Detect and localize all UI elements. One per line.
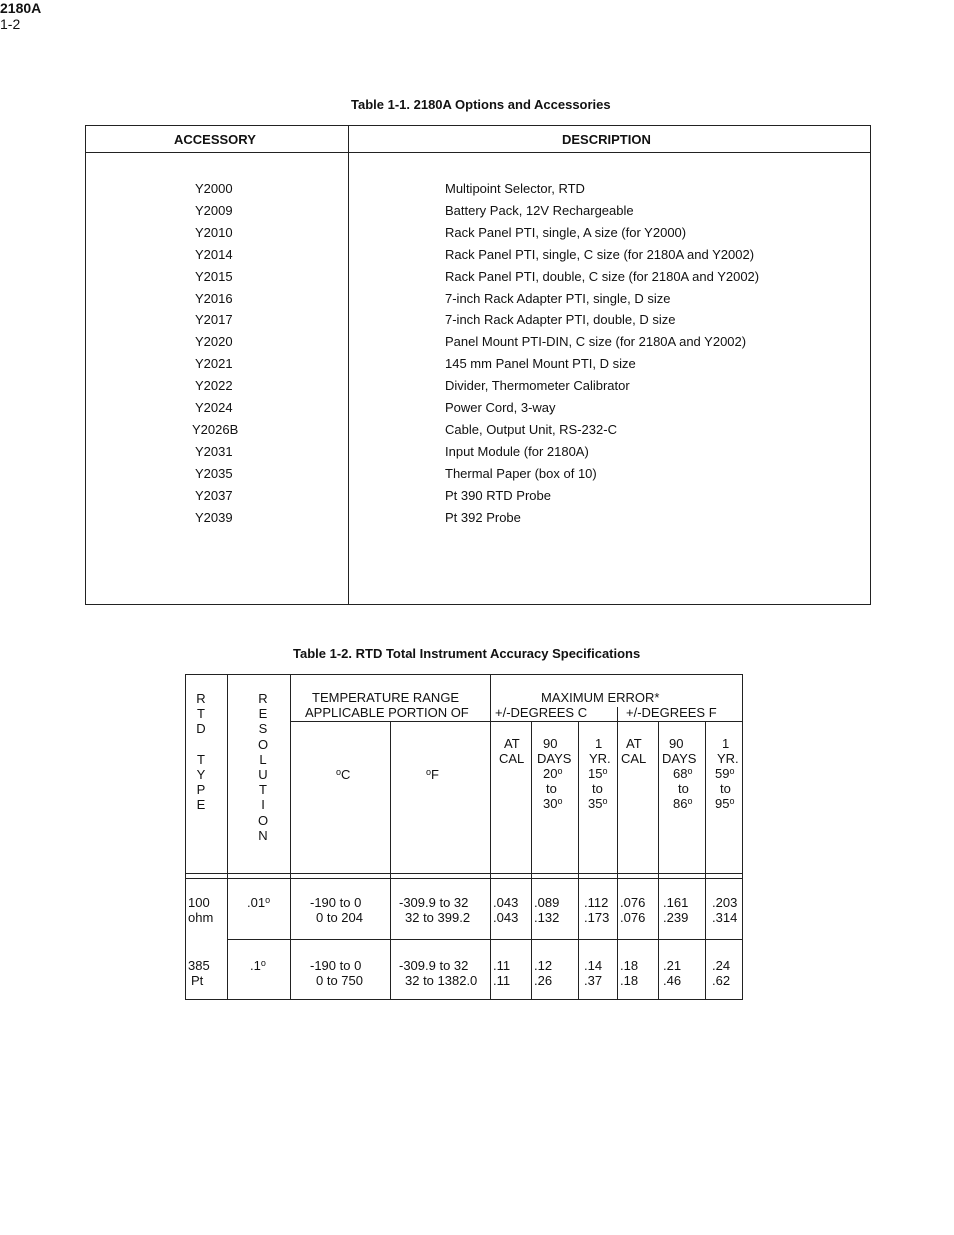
rtd-type-header-letter: Y — [196, 766, 206, 782]
at-cal-c-header-cal: CAL — [499, 751, 525, 766]
accessory-description: Divider, Thermometer Calibrator — [445, 378, 630, 394]
at-cal-c-header-at: AT — [504, 736, 520, 751]
resolution-header-letter: R — [258, 691, 268, 706]
celsius-range-cell: 0 to 750 — [316, 973, 363, 988]
rtd-type-header-letter: P — [196, 782, 206, 798]
table2-caption: Table 1-2. RTD Total Instrument Accuracy Specifications — [293, 646, 641, 661]
error-cell: .314 — [712, 910, 738, 925]
accessory-description: 7-inch Rack Adapter PTI, double, D size — [445, 312, 676, 328]
rtd-type-cell: 100 — [188, 895, 210, 910]
table1-header-rule — [86, 152, 870, 153]
celsius-range-cell: -190 to 0 — [310, 958, 362, 973]
yr1-c-header-yr: YR. — [589, 751, 611, 766]
rtd-type-header — [194, 691, 208, 813]
grid-line — [658, 721, 659, 999]
rtd-type-cell: Pt — [191, 973, 204, 988]
grid-line — [531, 721, 532, 999]
grid-line — [578, 721, 579, 999]
error-cell: .076 — [620, 895, 646, 910]
error-cell: .11 — [493, 958, 511, 973]
grid-line — [705, 721, 706, 999]
resolution-header — [256, 691, 270, 843]
yr1-f-range-to: to — [720, 781, 731, 796]
temperature-range-header: TEMPERATURE RANGE — [312, 690, 460, 705]
accessory-code: Y2016 — [195, 290, 233, 306]
table1-column-divider — [348, 126, 349, 604]
fahrenheit-range-cell: 32 to 399.2 — [405, 910, 471, 925]
resolution-header-letter: N — [258, 827, 268, 843]
resolution-header-letter: O — [257, 812, 269, 828]
maximum-error-header: MAXIMUM ERROR* — [541, 690, 660, 705]
accessory-description: Panel Mount PTI-DIN, C size (for 2180A and Y2002) — [445, 334, 747, 350]
options-accessories-table — [85, 125, 871, 605]
accessory-column-header: ACCESSORY — [174, 132, 256, 147]
yr1-c-range-high: 35$^o$ — [588, 796, 608, 811]
table1-caption: Table 1-1. 2180A Options and Accessories — [351, 97, 611, 112]
resolution-cell: .01$^o$ — [247, 895, 271, 910]
rtd-type-header-letter: R — [196, 691, 206, 706]
yr1-c-header-num: 1 — [595, 736, 603, 751]
days90-f-range-to: to — [678, 781, 689, 796]
grid-line — [490, 675, 491, 999]
resolution-cell: .1$^o$ — [250, 958, 266, 973]
grid-line — [186, 878, 742, 879]
celsius-column-header — [336, 767, 350, 782]
degree-symbol: o — [426, 767, 432, 777]
accessory-code: Y2014 — [195, 246, 233, 262]
grid-line — [290, 721, 742, 722]
yr1-f-header-num: 1 — [722, 736, 730, 751]
days90-f-header-num: 90 — [669, 736, 684, 751]
error-cell: .161 — [663, 895, 689, 910]
yr1-c-range-low: 15$^o$ — [588, 766, 608, 781]
accessory-code: Y2031 — [195, 443, 233, 459]
at-cal-f-header-cal: CAL — [621, 751, 647, 766]
degree-symbol: o — [336, 767, 342, 777]
grid-line — [290, 675, 291, 999]
resolution-header-letter: O — [257, 736, 269, 752]
accessory-description: Pt 392 Probe — [445, 509, 521, 525]
accessory-code: Y2010 — [195, 224, 233, 240]
error-cell: .37 — [584, 973, 603, 988]
accessory-description: Battery Pack, 12V Rechargeable — [445, 202, 634, 218]
at-cal-f-header-at: AT — [626, 736, 642, 751]
accessory-description: Rack Panel PTI, single, C size (for 2180A and Y2002) — [445, 246, 755, 262]
error-cell: .62 — [712, 973, 731, 988]
accessory-code: Y2020 — [195, 334, 233, 350]
fahrenheit-range-cell: -309.9 to 32 — [399, 958, 469, 973]
accessory-code: Y2026B — [192, 421, 239, 437]
accessory-code: Y2022 — [195, 378, 233, 394]
resolution-header-letter: U — [258, 766, 268, 782]
accessory-description: 145 mm Panel Mount PTI, D size — [445, 356, 636, 372]
days90-c-header-days: DAYS — [537, 751, 572, 766]
rtd-type-header-letter: D — [196, 721, 206, 737]
fahrenheit-column-header — [426, 767, 439, 782]
rtd-type-cell: ohm — [188, 910, 214, 925]
error-cell: .132 — [534, 910, 560, 925]
celsius-range-cell: -190 to 0 — [310, 895, 362, 910]
rtd-type-header-letter: T — [197, 751, 205, 767]
degrees-c-header: +/-DEGREES C — [495, 705, 588, 720]
accessory-code: Y2037 — [195, 487, 233, 503]
error-cell: .203 — [712, 895, 738, 910]
page-header-model: 2180A — [0, 0, 42, 16]
days90-c-range-to: to — [546, 781, 557, 796]
yr1-c-range-to: to — [592, 781, 603, 796]
rtd-type-cell: 385 — [188, 958, 210, 973]
days90-f-header-days: DAYS — [662, 751, 697, 766]
accessory-description: Input Module (for 2180A) — [445, 443, 589, 459]
error-cell: .12 — [534, 958, 553, 973]
page-number: 1-2 — [0, 16, 21, 32]
accessory-description: Cable, Output Unit, RS-232-C — [445, 421, 617, 437]
accessory-code: Y2015 — [195, 268, 233, 284]
accessory-description: Rack Panel PTI, single, A size (for Y2000) — [445, 224, 687, 240]
grid-line — [617, 707, 618, 999]
celsius-label: C — [341, 767, 351, 782]
yr1-f-range-high: 95$^o$ — [715, 796, 735, 811]
error-cell: .173 — [584, 910, 610, 925]
fahrenheit-label: F — [431, 767, 439, 782]
accessory-code: Y2000 — [195, 181, 233, 196]
days90-c-range-low: 20$^o$ — [543, 766, 563, 781]
error-cell: .26 — [534, 973, 553, 988]
error-cell: .239 — [663, 910, 689, 925]
grid-line — [186, 873, 742, 874]
accessory-description: Pt 390 RTD Probe — [445, 487, 551, 503]
resolution-header-letter: E — [258, 706, 268, 722]
days90-c-header-num: 90 — [543, 736, 558, 751]
resolution-header-letter: T — [259, 782, 267, 798]
accessory-code: Y2021 — [195, 356, 233, 372]
resolution-header-letter: S — [258, 721, 268, 737]
days90-c-range-high: 30$^o$ — [543, 796, 563, 811]
error-cell: .089 — [534, 895, 560, 910]
resolution-header-letter: I — [261, 797, 265, 813]
accessory-code: Y2039 — [195, 509, 233, 525]
error-cell: .076 — [620, 910, 646, 925]
days90-f-range-high: 86$^o$ — [673, 796, 693, 811]
error-cell: .46 — [663, 973, 682, 988]
accessory-code: Y2009 — [195, 202, 233, 218]
error-cell: .18 — [620, 958, 639, 973]
error-cell: .112 — [584, 895, 609, 910]
rtd-type-header-letter: T — [197, 706, 205, 722]
error-cell: .043 — [493, 895, 519, 910]
accessory-code: Y2024 — [195, 400, 233, 415]
error-cell: .21 — [663, 958, 682, 973]
rtd-type-header-letter: E — [196, 797, 206, 813]
rtd-accuracy-table — [185, 674, 743, 1000]
description-column-header: DESCRIPTION — [562, 132, 651, 147]
error-cell: .043 — [493, 910, 519, 925]
fahrenheit-range-cell: -309.9 to 32 — [399, 895, 469, 910]
days90-f-range-low: 68$^o$ — [673, 766, 693, 781]
resolution-header-letter: L — [259, 751, 267, 767]
error-cell: .14 — [584, 958, 603, 973]
grid-line — [390, 721, 391, 999]
celsius-range-cell: 0 to 204 — [316, 910, 363, 925]
degrees-f-header: +/-DEGREES F — [626, 705, 717, 720]
error-cell: .11 — [493, 973, 511, 988]
accessory-code: Y2017 — [195, 312, 233, 328]
applicable-portion-header: APPLICABLE PORTION OF — [305, 705, 469, 720]
yr1-f-range-low: 59$^o$ — [715, 766, 735, 781]
grid-line — [227, 939, 742, 940]
error-cell: .18 — [620, 973, 639, 988]
accessory-description: Thermal Paper (box of 10) — [445, 465, 597, 481]
yr1-f-header-yr: YR. — [717, 751, 739, 766]
rtd-type-header-letter — [194, 737, 208, 752]
accessory-description: Power Cord, 3-way — [445, 400, 556, 415]
grid-line — [227, 675, 228, 999]
accessory-description: Multipoint Selector, RTD — [445, 181, 585, 196]
accessory-code: Y2035 — [195, 465, 233, 481]
accessory-description: 7-inch Rack Adapter PTI, single, D size — [445, 290, 671, 306]
fahrenheit-range-cell: 32 to 1382.0 — [405, 973, 478, 988]
accessory-description: Rack Panel PTI, double, C size (for 2180A and Y2002) — [445, 268, 760, 284]
error-cell: .24 — [712, 958, 731, 973]
